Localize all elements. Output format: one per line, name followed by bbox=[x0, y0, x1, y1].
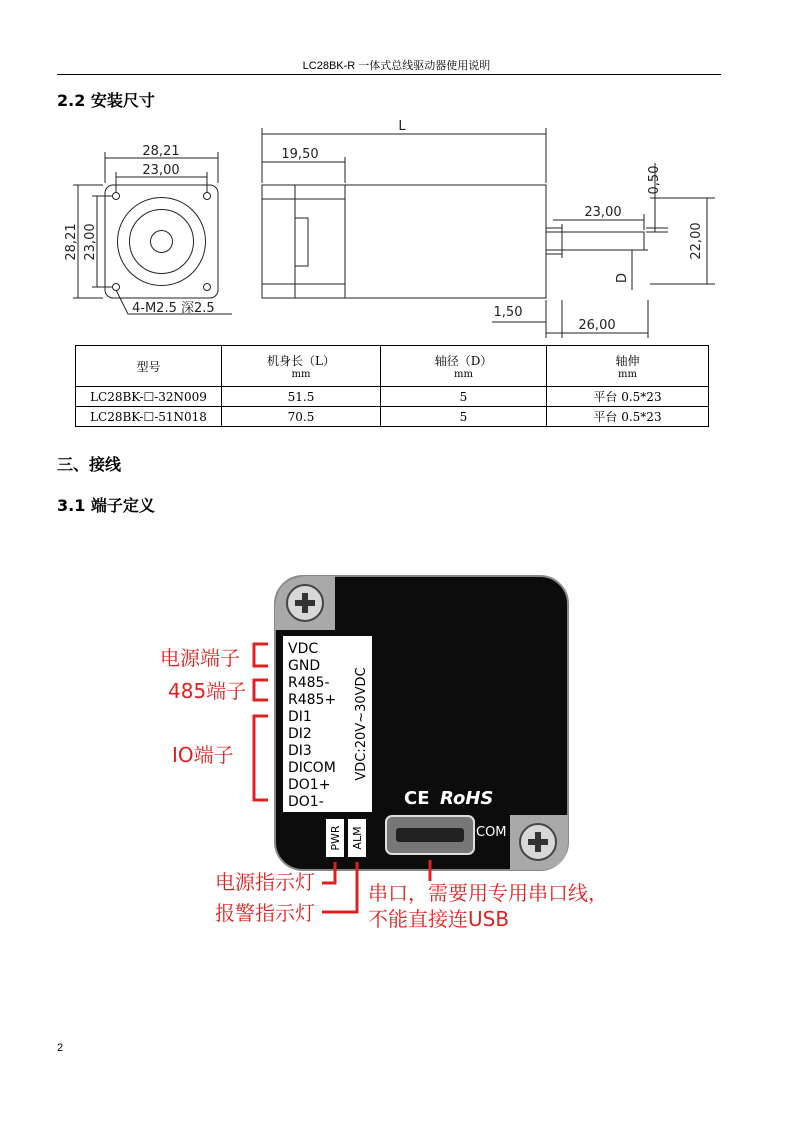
col-shaft-ext: 轴伸 bbox=[615, 354, 640, 368]
alm-label: ALM bbox=[351, 826, 364, 850]
rohs-mark: RoHS bbox=[440, 788, 494, 809]
dim-28-21-top: 28,21 bbox=[142, 144, 180, 159]
screw-icon bbox=[287, 585, 323, 621]
dim-23-00-shaft: 23,00 bbox=[584, 205, 622, 220]
callout-alarm-led: 报警指示灯 bbox=[215, 901, 315, 925]
front-view-flange bbox=[105, 185, 218, 298]
dim-L: L bbox=[398, 119, 406, 134]
terminal-vdc: VDC bbox=[288, 641, 319, 657]
voltage-label: VDC:20V~30VDC bbox=[354, 667, 369, 781]
cell-dia: 5 bbox=[381, 387, 547, 407]
col-shaft-dia-unit: mm bbox=[454, 369, 473, 380]
cell-ext: 平台 0.5*23 bbox=[547, 387, 709, 407]
table-row bbox=[76, 387, 709, 407]
cell-length: 70.5 bbox=[222, 407, 381, 427]
running-header: LC28BK-R 一体式总线驱动器使用说明 bbox=[302, 60, 491, 72]
cell-dia: 5 bbox=[381, 407, 547, 427]
dim-0-50: 0,50 bbox=[647, 165, 662, 195]
terminal-di1: DI1 bbox=[288, 709, 312, 725]
mounting-hole bbox=[113, 193, 120, 200]
section-3-heading: 三、接线 bbox=[57, 455, 122, 474]
dim-1-50: 1,50 bbox=[493, 305, 523, 320]
cell-ext: 平台 0.5*23 bbox=[547, 407, 709, 427]
callout-io-terminal: IO端子 bbox=[172, 743, 234, 767]
dim-19-50: 19,50 bbox=[281, 147, 319, 162]
callout-485-terminal: 485端子 bbox=[168, 679, 247, 703]
callout-power-led: 电源指示灯 bbox=[215, 870, 315, 894]
com-label: COM bbox=[476, 825, 507, 840]
serial-port-socket bbox=[396, 828, 464, 842]
terminal-r485-plus: R485+ bbox=[288, 692, 337, 708]
mounting-hole bbox=[204, 193, 211, 200]
col-shaft-dia: 轴径（D） bbox=[434, 354, 493, 368]
col-shaft-ext-unit: mm bbox=[618, 369, 637, 380]
dim-D: D bbox=[615, 272, 630, 284]
terminal-gnd: GND bbox=[288, 658, 321, 674]
side-view-body bbox=[262, 185, 546, 298]
installation-dimension-drawing bbox=[0, 110, 793, 345]
col-length: 机身长（L） bbox=[267, 354, 335, 368]
dim-28-21-side: 28,21 bbox=[64, 223, 79, 261]
col-length-unit: mm bbox=[291, 369, 311, 380]
callout-power-terminal: 电源端子 bbox=[160, 646, 240, 670]
col-model: 型号 bbox=[136, 359, 161, 374]
dim-23-00-side: 23,00 bbox=[83, 223, 98, 261]
header-rule bbox=[57, 74, 721, 75]
terminal-di2: DI2 bbox=[288, 726, 312, 742]
side-view-shaft bbox=[546, 232, 644, 250]
terminal-di3: DI3 bbox=[288, 743, 312, 759]
terminal-do1-plus: DO1+ bbox=[288, 777, 331, 793]
callout-serial-line1: 串口，需要用专用串口线， bbox=[368, 881, 608, 905]
page-number: 2 bbox=[57, 1042, 64, 1054]
section-3-1-heading: 3.1 端子定义 bbox=[57, 496, 155, 515]
dim-23-00-top: 23,00 bbox=[142, 163, 180, 178]
dim-26-00: 26,00 bbox=[578, 318, 616, 333]
mounting-hole bbox=[204, 284, 211, 291]
cell-length: 51.5 bbox=[222, 387, 381, 407]
terminal-do1-minus: DO1- bbox=[288, 794, 324, 810]
screw-icon bbox=[520, 824, 556, 860]
front-view-shaft bbox=[151, 231, 173, 253]
rs485-terminal-bracket bbox=[254, 680, 268, 700]
spec-table bbox=[75, 345, 709, 427]
terminal-dicom: DICOM bbox=[288, 760, 336, 776]
pwr-label: PWR bbox=[329, 825, 342, 851]
io-terminal-bracket bbox=[254, 716, 268, 800]
power-terminal-bracket bbox=[254, 644, 268, 666]
cell-model: LC28BK-☐-32N009 bbox=[76, 387, 222, 407]
cell-model: LC28BK-☐-51N018 bbox=[76, 407, 222, 427]
dim-22-00: 22,00 bbox=[689, 222, 704, 260]
table-row bbox=[76, 407, 709, 427]
driver-terminal-diagram bbox=[150, 570, 630, 940]
section-2-2-heading: 2.2 安装尺寸 bbox=[57, 91, 155, 110]
front-view-boss-inner bbox=[130, 210, 194, 274]
hole-callout: 4-M2.5 深2.5 bbox=[132, 301, 215, 316]
mounting-hole bbox=[113, 284, 120, 291]
front-view-boss-outer bbox=[118, 198, 206, 286]
callout-serial-line2: 不能直接连USB bbox=[368, 907, 510, 931]
ce-mark: CE bbox=[404, 788, 430, 809]
terminal-r485-minus: R485- bbox=[288, 675, 330, 691]
